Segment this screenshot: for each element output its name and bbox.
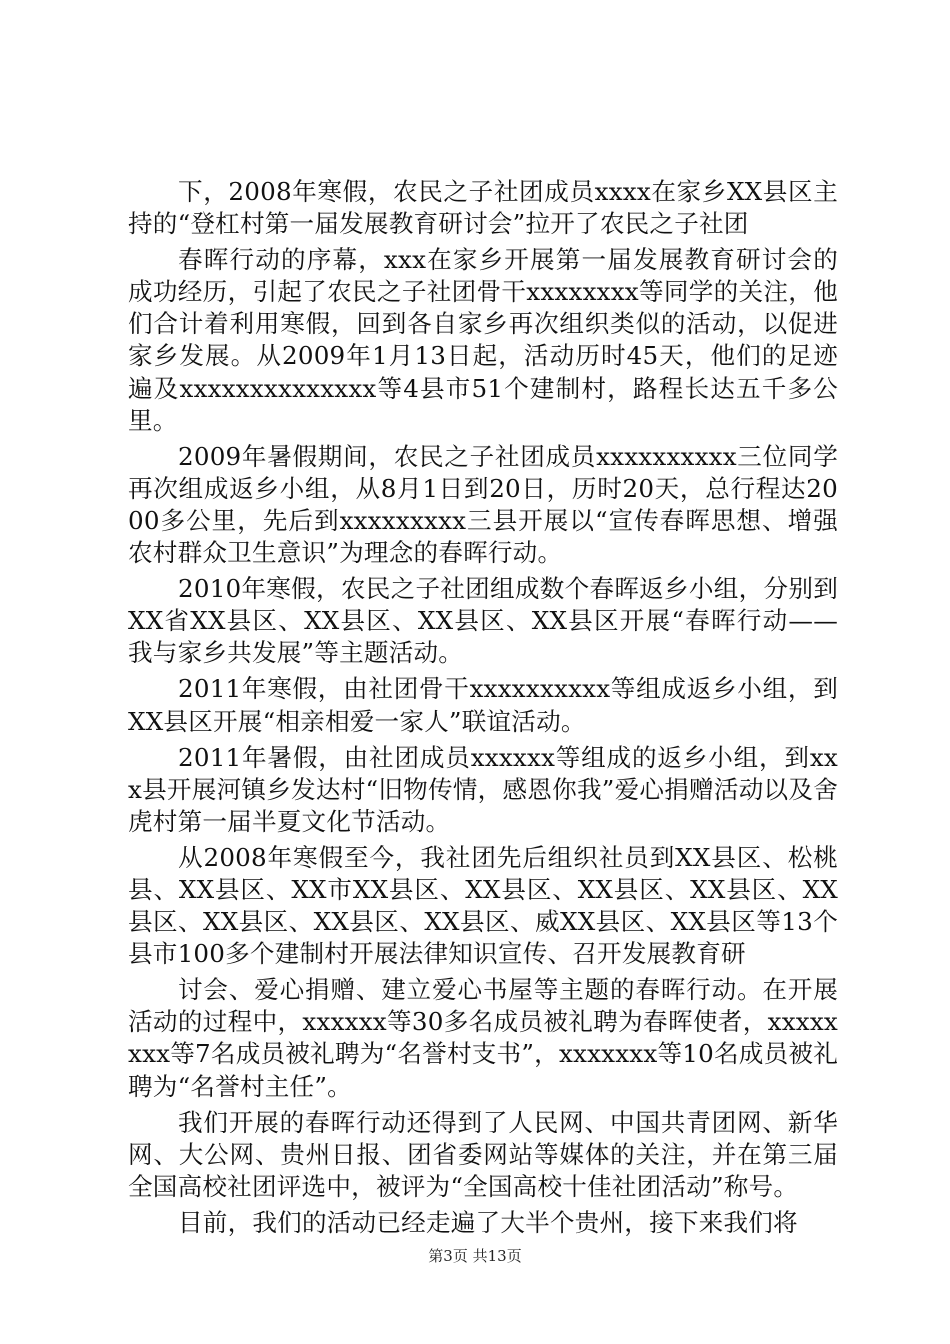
paragraph-5: 2011年寒假，由社团骨干xxxxxxxxxx等组成返乡小组，到XX县区开展“相亲相爱一家人”联谊活动。: [128, 674, 838, 736]
paragraph-1: 下，2008年寒假，农民之子社团成员xxxx在家乡XX县区主持的“登杠村第一届发展教育研讨会”拉开了农民之子社团: [128, 177, 838, 239]
paragraph-3: 2009年暑假期间，农民之子社团成员xxxxxxxxxx三位同学再次组成返乡小组，从8月1日到20日，历时20天，总行程达2000多公里，先后到xxxxxxxxx三县开展以“宣传春晖思想、增强农村群众卫生意识”为理念的春晖行动。: [128, 441, 838, 568]
paragraph-7: 从2008年寒假至今，我社团先后组织社员到XX县区、松桃县、XX县区、XX市XX县区、XX县区、XX县区、XX县区、XX县区、XX县区、XX县区、XX县区、威XX县区、XX县区等13个县市100多个建制村开展法律知识宣传、召开发展教育研: [128, 842, 838, 969]
document-body: [128, 176, 838, 1243]
page-number-footer: 第3页 共13页: [428, 1247, 522, 1265]
paragraph-4: 2010年寒假，农民之子社团组成数个春晖返乡小组，分别到XX省XX县区、XX县区、XX县区、XX县区开展“春晖行动——我与家乡共发展”等主题活动。: [128, 574, 838, 668]
paragraph-6: 2011年暑假，由社团成员xxxxxx等组成的返乡小组，到xxx县开展河镇乡发达村“旧物传情，感恩你我”爱心捐赠活动以及舍虎村第一届半夏文化节活动。: [128, 742, 838, 836]
paragraph-2: 春晖行动的序幕，xxx在家乡开展第一届发展教育研讨会的成功经历，引起了农民之子社团骨干xxxxxxxx等同学的关注，他们合计着利用寒假，回到各自家乡再次组织类似的活动，以促进家乡发展。从2009年1月13日起，活动历时45天，他们的足迹遍及xxxxxxxxxxxxxx等4县市51个建制村，路程长达五千多公里。: [128, 245, 838, 435]
paragraph-8: 讨会、爱心捐赠、建立爱心书屋等主题的春晖行动。在开展活动的过程中，xxxxxx等30多名成员被礼聘为春晖使者，xxxxxxxx等7名成员被礼聘为“名誉村支书”，xxxxxxx等10名成员被礼聘为“名誉村主任”。: [128, 975, 838, 1101]
paragraph-9: 我们开展的春晖行动还得到了人民网、中国共青团网、新华网、大公网、贵州日报、团省委网站等媒体的关注，并在第三届全国高校社团评选中，被评为“全国高校十佳社团活动”称号。: [128, 1107, 838, 1201]
paragraph-10: 目前，我们的活动已经走遍了大半个贵州，接下来我们将: [178, 1207, 798, 1237]
